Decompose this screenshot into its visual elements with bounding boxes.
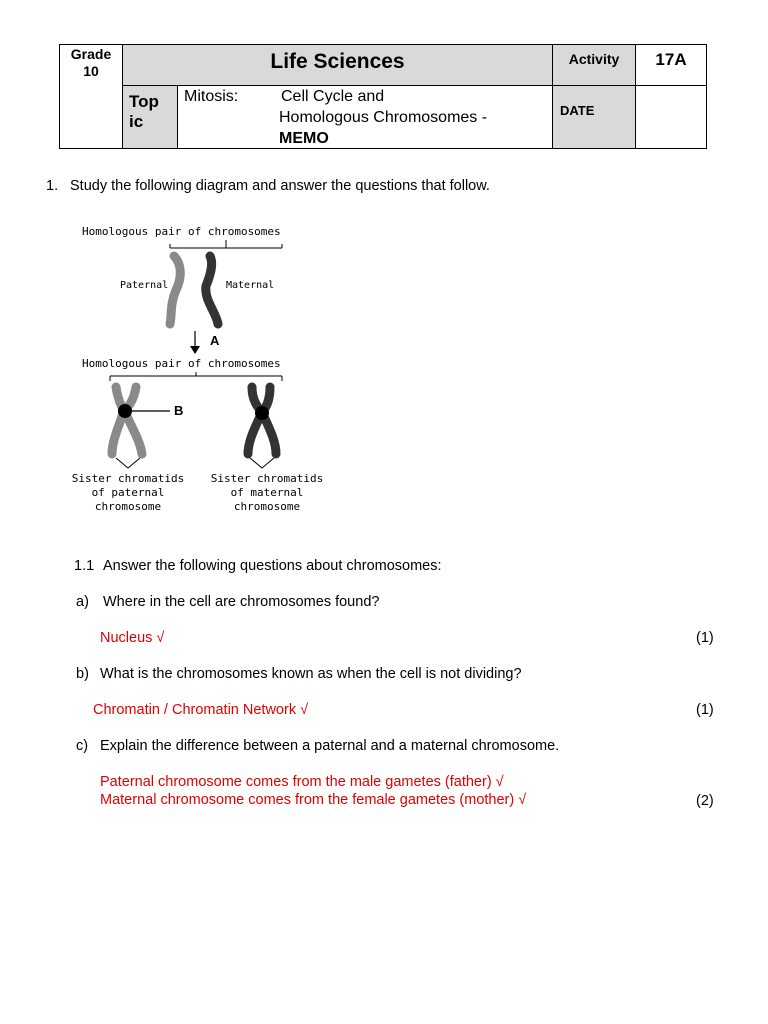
- bottom-label: Homologous pair of chromosomes: [82, 357, 281, 370]
- activity-value: 17A: [636, 45, 706, 86]
- topic-line1: Cell Cycle and: [281, 88, 385, 105]
- sister-maternal-line3: chromosome: [233, 500, 301, 513]
- topic-line2: Homologous Chromosomes -: [279, 109, 488, 126]
- marks-b: (1): [696, 702, 714, 718]
- marks-a: (1): [696, 630, 714, 646]
- answer-c-line2: Maternal chromosome comes from the female gametes (mother) √: [100, 792, 527, 808]
- paternal-chromosome: [170, 256, 180, 324]
- date-value-field: [636, 86, 706, 148]
- topic-value: [178, 86, 553, 148]
- grade-cell: [60, 45, 123, 148]
- bottom-bracket: [110, 372, 282, 381]
- grade-value: 10: [83, 63, 99, 79]
- label-b: B: [174, 403, 184, 418]
- question-b-letter: b): [76, 666, 89, 682]
- answer-c-line1: Paternal chromosome comes from the male gametes (father) √: [100, 774, 504, 790]
- subject-title: Life Sciences: [123, 45, 553, 86]
- topic-label: Top ic: [123, 86, 178, 148]
- header-table: [59, 44, 707, 149]
- maternal-chromosome: [206, 256, 218, 324]
- answer-b: Chromatin / Chromatin Network √: [93, 702, 309, 718]
- top-bracket: [170, 240, 282, 248]
- sister-maternal-caption: [211, 472, 324, 513]
- sister-paternal-caption: [72, 472, 185, 513]
- paternal-sister-chromatids: [112, 387, 142, 454]
- question-1-1-number: 1.1: [74, 558, 95, 574]
- sister-paternal-line2: of paternal: [91, 486, 165, 499]
- maternal-sister-chromatids: [248, 387, 276, 454]
- question-c-letter: c): [76, 738, 89, 754]
- sister-brackets: [116, 458, 274, 468]
- paternal-label: Paternal: [120, 280, 169, 291]
- topic-line3: MEMO: [279, 130, 329, 147]
- sister-paternal-line3: chromosome: [94, 500, 162, 513]
- marks-c: (2): [696, 793, 714, 809]
- grade-label: Grade: [70, 46, 112, 62]
- question-c-text: Explain the difference between a paternal and a maternal chromosome.: [100, 738, 560, 754]
- sister-paternal-line1: Sister chromatids: [71, 472, 185, 485]
- activity-label: Activity: [553, 45, 636, 86]
- sister-maternal-line1: Sister chromatids: [210, 472, 324, 485]
- question-b-text: What is the chromosomes known as when the cell is not dividing?: [100, 666, 522, 682]
- chromosome-diagram: [58, 220, 338, 520]
- question-1-1-text: Answer the following questions about chromosomes:: [103, 558, 442, 574]
- sister-maternal-line2: of maternal: [230, 486, 304, 499]
- question-a-letter: a): [76, 594, 89, 610]
- maternal-label: Maternal: [226, 280, 275, 291]
- date-label: DATE: [553, 86, 636, 148]
- label-a: A: [210, 333, 220, 348]
- question-1-number: 1.: [46, 178, 59, 194]
- question-1-text: Study the following diagram and answer the questions that follow.: [70, 178, 490, 194]
- arrow-down-icon: [190, 346, 200, 354]
- topic-lead: Mitosis:: [184, 88, 239, 105]
- question-a-text: Where in the cell are chromosomes found?: [103, 594, 380, 610]
- answer-a: Nucleus √: [100, 630, 165, 646]
- top-label: Homologous pair of chromosomes: [82, 225, 281, 238]
